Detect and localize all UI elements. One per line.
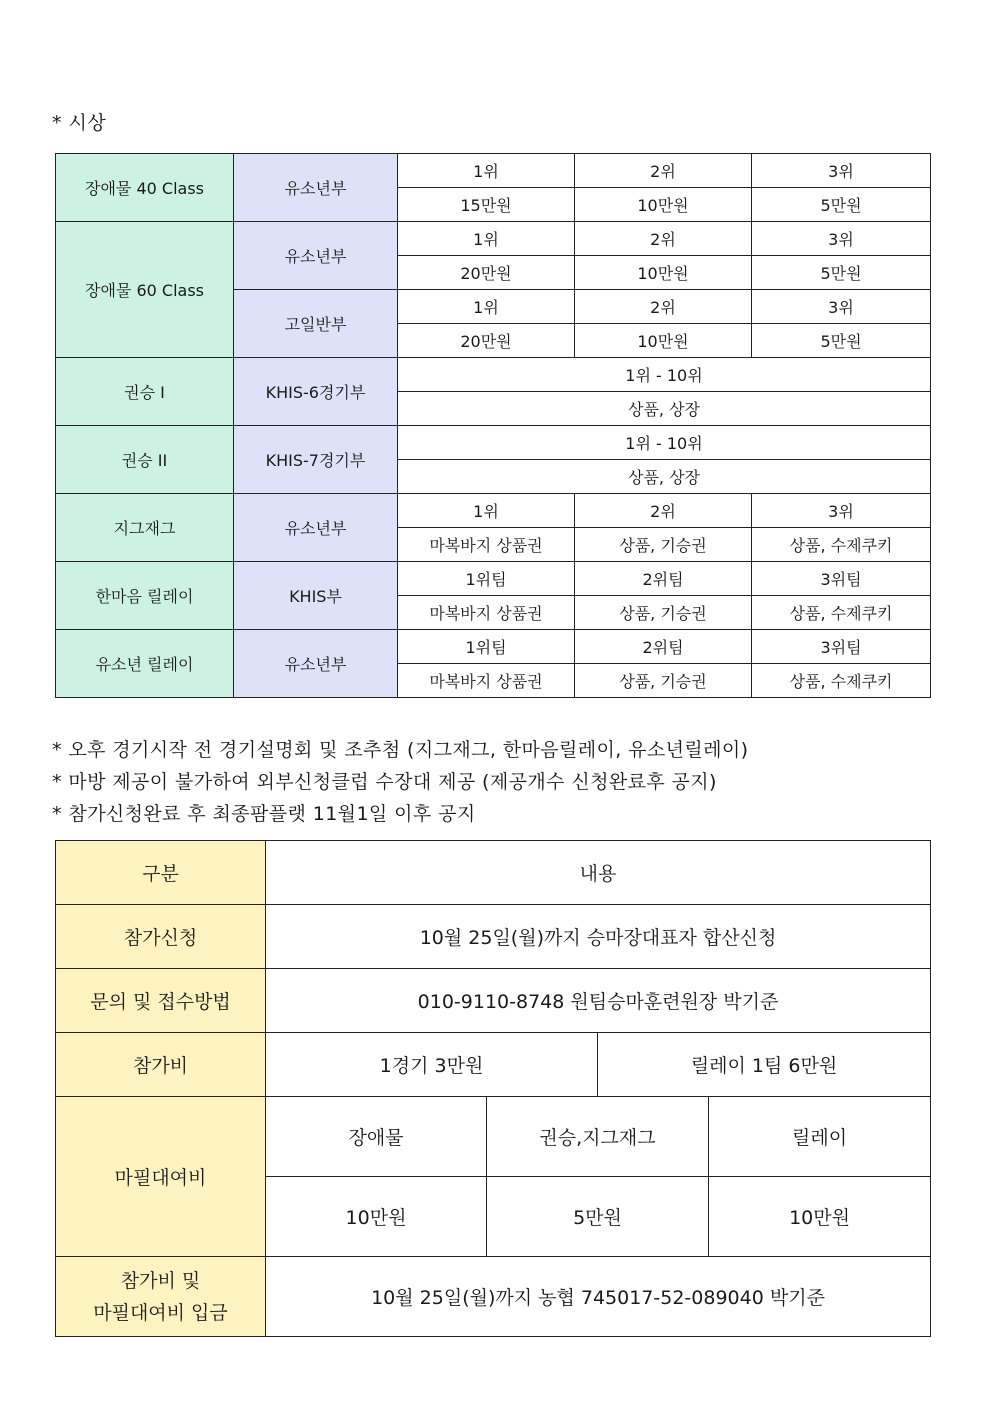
- division-cell: 고일반부: [234, 290, 398, 358]
- note-item: * 마방 제공이 불가하여 외부신청클럽 수장대 제공 (제공개수 신청완료후 공지): [52, 771, 717, 793]
- awards-heading: * 시상: [52, 112, 107, 134]
- rental-label: 마필대여비: [56, 1097, 266, 1257]
- event-cell: 유소년 릴레이: [56, 630, 234, 698]
- rank-cell: 1위: [398, 494, 575, 528]
- fee-single: 1경기 3만원: [266, 1033, 598, 1097]
- note-item: * 오후 경기시작 전 경기설명회 및 조추첨 (지그재그, 한마음릴레이, 유소년릴레이): [52, 739, 749, 761]
- division-cell: KHIS부: [234, 562, 398, 630]
- deposit-value: 10월 25일(월)까지 농협 745017-52-089040 박기준: [266, 1257, 931, 1337]
- apply-label: 참가신청: [56, 905, 266, 969]
- prize-cell: 상품, 수제쿠키: [752, 528, 931, 562]
- deposit-label-line2: 마필대여비 입금: [93, 1301, 228, 1324]
- prize-cell: 상품, 수제쿠키: [752, 596, 931, 630]
- rank-cell: 3위: [752, 222, 931, 256]
- prize-cell: 마복바지 상품권: [398, 664, 575, 698]
- fee-relay: 릴레이 1팀 6만원: [598, 1033, 931, 1097]
- prize-cell: 상품, 수제쿠키: [752, 664, 931, 698]
- rank-cell: 3위: [752, 290, 931, 324]
- rank-cell: 1위: [398, 290, 575, 324]
- prize-cell: 5만원: [752, 256, 931, 290]
- prize-cell: 10만원: [575, 324, 752, 358]
- rank-cell: 3위팀: [752, 630, 931, 664]
- division-cell: 유소년부: [234, 630, 398, 698]
- event-cell: 지그재그: [56, 494, 234, 562]
- rank-cell: 2위: [575, 494, 752, 528]
- awards-table: [55, 153, 931, 698]
- event-cell: 권승 I: [56, 358, 234, 426]
- prize-cell: 10만원: [575, 256, 752, 290]
- rank-cell: 1위: [398, 154, 575, 188]
- division-cell: 유소년부: [234, 154, 398, 222]
- rank-cell: 3위: [752, 154, 931, 188]
- rank-cell: 1위팀: [398, 630, 575, 664]
- rank-range-cell: 1위 - 10위: [398, 358, 931, 392]
- division-cell: KHIS-7경기부: [234, 426, 398, 494]
- prize-cell: 15만원: [398, 188, 575, 222]
- note-item: * 참가신청완료 후 최종팜플랫 11월1일 이후 공지: [52, 803, 476, 825]
- event-cell: 권승 II: [56, 426, 234, 494]
- rental-price: 5만원: [487, 1177, 709, 1257]
- prize-cell: 20만원: [398, 256, 575, 290]
- rank-cell: 2위: [575, 154, 752, 188]
- prize-cell: 상품, 기승권: [575, 596, 752, 630]
- event-cell: 장애물 40 Class: [56, 154, 234, 222]
- rank-cell: 1위: [398, 222, 575, 256]
- prize-cell: 마복바지 상품권: [398, 596, 575, 630]
- division-cell: 유소년부: [234, 222, 398, 290]
- prize-cell: 상품, 기승권: [575, 664, 752, 698]
- prize-merged-cell: 상품, 상장: [398, 460, 931, 494]
- rental-category: 권승,지그재그: [487, 1097, 709, 1177]
- event-cell: 한마음 릴레이: [56, 562, 234, 630]
- prize-merged-cell: 상품, 상장: [398, 392, 931, 426]
- division-cell: KHIS-6경기부: [234, 358, 398, 426]
- prize-cell: 마복바지 상품권: [398, 528, 575, 562]
- rank-cell: 2위팀: [575, 562, 752, 596]
- rental-category: 장애물: [266, 1097, 487, 1177]
- header-content: 내용: [266, 841, 931, 905]
- rank-cell: 2위팀: [575, 630, 752, 664]
- rank-cell: 3위팀: [752, 562, 931, 596]
- prize-cell: 상품, 기승권: [575, 528, 752, 562]
- contact-label: 문의 및 접수방법: [56, 969, 266, 1033]
- deposit-label: [56, 1257, 266, 1337]
- rank-cell: 1위팀: [398, 562, 575, 596]
- deposit-label-line1: 참가비 및: [120, 1269, 201, 1292]
- contact-value: 010-9110-8748 원팀승마훈련원장 박기준: [266, 969, 931, 1033]
- rental-price: 10만원: [709, 1177, 931, 1257]
- notes-list: [52, 734, 749, 830]
- info-table: [55, 840, 931, 1337]
- fee-label: 참가비: [56, 1033, 266, 1097]
- division-cell: 유소년부: [234, 494, 398, 562]
- prize-cell: 20만원: [398, 324, 575, 358]
- prize-cell: 5만원: [752, 324, 931, 358]
- prize-cell: 5만원: [752, 188, 931, 222]
- event-cell: 장애물 60 Class: [56, 222, 234, 358]
- header-label: 구분: [56, 841, 266, 905]
- apply-value: 10월 25일(월)까지 승마장대표자 합산신청: [266, 905, 931, 969]
- rank-range-cell: 1위 - 10위: [398, 426, 931, 460]
- rank-cell: 2위: [575, 290, 752, 324]
- prize-cell: 10만원: [575, 188, 752, 222]
- rental-price: 10만원: [266, 1177, 487, 1257]
- rental-category: 릴레이: [709, 1097, 931, 1177]
- rank-cell: 3위: [752, 494, 931, 528]
- rank-cell: 2위: [575, 222, 752, 256]
